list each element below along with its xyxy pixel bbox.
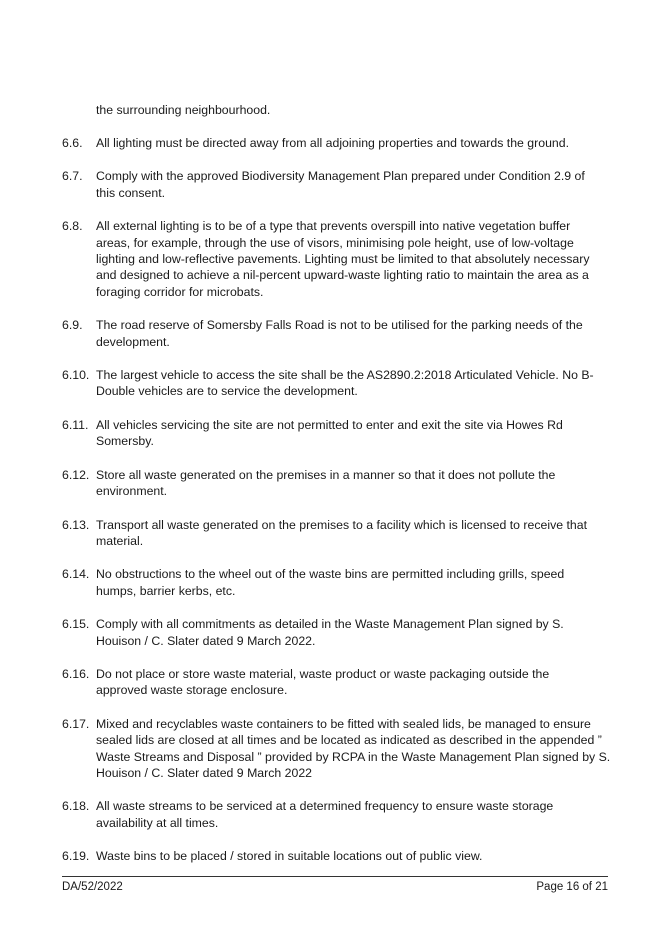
- condition-item: [62, 848, 612, 864]
- condition-number: 6.10.: [62, 368, 90, 383]
- condition-text: Comply with all commitments as detailed in the Waste Management Plan signed by S. Houison / C. Slater dated 9 March 2022.: [96, 617, 564, 648]
- condition-text: The largest vehicle to access the site shall be the AS2890.2:2018 Articulated Vehicle. No B- Double vehicles are to service the development.: [96, 368, 594, 399]
- condition-item: [62, 317, 612, 350]
- condition-text: Store all waste generated on the premises in a manner so that it does not pollute the environment.: [96, 467, 556, 499]
- condition-item: [62, 367, 612, 400]
- condition-number: 6.19.: [62, 849, 90, 864]
- condition-number: 6.6.: [62, 136, 83, 150]
- condition-number: 6.11.: [62, 417, 89, 432]
- condition-text: Transport all waste generated on the premises to a facility which is licensed to receive that material.: [96, 517, 587, 548]
- condition-number: 6.18.: [62, 799, 90, 814]
- condition-item: [62, 417, 612, 450]
- footer-page-number: Page 16 of 21: [536, 881, 608, 893]
- condition-item: [62, 467, 612, 500]
- condition-text: Do not place or store waste material, waste product or waste packaging outside the approved waste storage enclosure.: [96, 666, 550, 698]
- condition-item: [62, 168, 612, 201]
- condition-number: 6.9.: [62, 318, 83, 333]
- condition-text: All external lighting is to be of a type that prevents overspill into native vegetation buffer areas, for example, through the use of visors, minimising pole height, use of low-voltage lighting and low-reflective pavements. Lighting must be limited to that absolutely necessary and designed to achieve a nil-percent upward-waste lighting ratio to maintain the area as a foraging corridor for microbats.: [96, 219, 590, 299]
- condition-number: 6.13.: [62, 517, 90, 532]
- condition-item: [62, 517, 612, 550]
- condition-number: 6.16.: [62, 666, 90, 681]
- continuation-text: the surrounding neighbourhood.: [96, 103, 271, 117]
- condition-text: The road reserve of Somersby Falls Road is not to be utilised for the parking needs of the development.: [96, 318, 583, 349]
- condition-number: 6.14.: [62, 567, 90, 582]
- footer-divider: [62, 876, 608, 877]
- condition-item: [62, 218, 612, 300]
- condition-text: Mixed and recyclables waste containers to be fitted with sealed lids, be managed to ensure sealed lids are closed at all times and be located as indicated as described in the appended ” Waste Streams and Disposal ” provided by RCPA in the Waste Management Plan signed by S. Houison / C. Slater dated 9 March 2022: [96, 716, 611, 780]
- conditions-list: [62, 135, 612, 865]
- condition-text: Waste bins to be placed / stored in suitable locations out of public view.: [96, 849, 483, 864]
- footer-reference: DA/52/2022: [62, 881, 123, 893]
- condition-text: Comply with the approved Biodiversity Management Plan prepared under Condition 2.9 of this consent.: [96, 169, 585, 200]
- condition-item: [62, 716, 612, 782]
- condition-number: 6.15.: [62, 617, 90, 632]
- condition-number: 6.17.: [62, 716, 90, 731]
- condition-text: All lighting must be directed away from all adjoining properties and towards the ground.: [96, 136, 570, 150]
- condition-item: [62, 616, 612, 649]
- condition-item: [62, 566, 612, 599]
- condition-text: All waste streams to be serviced at a determined frequency to ensure waste storage availability at all times.: [96, 799, 554, 830]
- condition-number: 6.8.: [62, 219, 83, 234]
- condition-number: 6.7.: [62, 169, 83, 184]
- condition-text: No obstructions to the wheel out of the waste bins are permitted including grills, speed humps, barrier kerbs, etc.: [96, 567, 565, 598]
- condition-number: 6.12.: [62, 467, 90, 482]
- condition-text: All vehicles servicing the site are not permitted to enter and exit the site via Howes Rd Somersby.: [96, 417, 563, 449]
- condition-item: [62, 666, 612, 699]
- condition-item: [62, 798, 612, 831]
- condition-item: [62, 135, 612, 151]
